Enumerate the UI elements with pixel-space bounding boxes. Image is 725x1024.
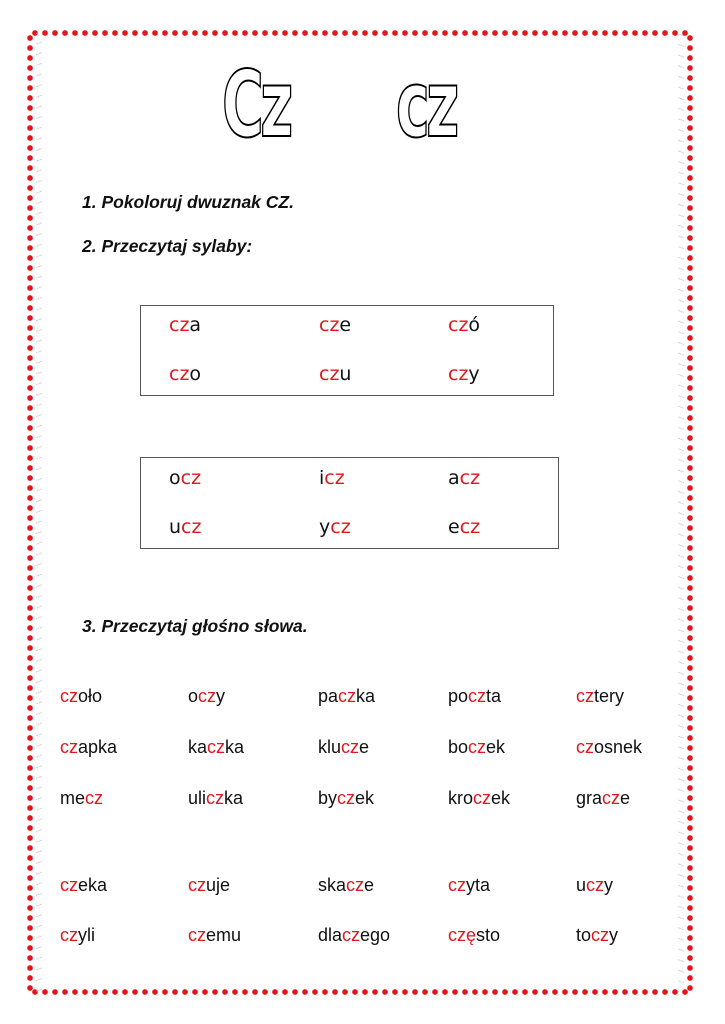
syllable-start	[169, 363, 201, 385]
word-digraph: cz	[188, 875, 206, 895]
word-item	[576, 875, 613, 896]
word-part: tery	[594, 686, 625, 706]
word-item	[188, 925, 241, 946]
word-part: ek	[355, 788, 375, 808]
word-part: y	[609, 925, 619, 945]
word-digraph: czę	[448, 925, 477, 945]
syllable-digraph: cz	[459, 516, 481, 538]
border-swirl-left	[36, 33, 42, 992]
word-part: ek	[486, 737, 506, 757]
word-part: e	[620, 788, 631, 808]
word-item	[448, 788, 510, 809]
word-part: uli	[188, 788, 207, 808]
syllable-start	[319, 314, 351, 336]
word-part: me	[60, 788, 86, 808]
task-1-heading: 1. Pokoloruj dwuznak CZ.	[82, 192, 294, 212]
word-digraph: cz	[188, 925, 206, 945]
word-item	[60, 788, 103, 809]
word-digraph: cz	[341, 737, 360, 757]
syllable-vowel: i	[319, 467, 325, 489]
word-part: ka	[224, 788, 244, 808]
syllable-digraph: cz	[180, 467, 202, 489]
word-item	[576, 788, 630, 809]
word-item	[60, 737, 117, 758]
syllable-vowel: a	[189, 314, 202, 336]
word-digraph: cz	[346, 875, 365, 895]
word-part: bo	[448, 737, 469, 757]
word-part: sto	[476, 925, 501, 945]
syllable-digraph: cz	[330, 516, 351, 538]
word-digraph: cz	[586, 875, 605, 895]
word-part: yli	[78, 925, 95, 945]
title-lowercase[interactable]: cz	[396, 51, 456, 158]
word-item	[188, 737, 244, 758]
title-uppercase[interactable]: Cz	[222, 51, 290, 158]
syllable-end	[169, 516, 201, 538]
word-item	[576, 925, 618, 946]
syllable-vowel: a	[448, 467, 460, 489]
word-digraph: cz	[591, 925, 610, 945]
syllable-end	[448, 516, 480, 538]
syllable-digraph: cz	[169, 363, 190, 385]
syllable-digraph: cz	[319, 314, 340, 336]
syllable-vowel: u	[169, 516, 182, 538]
word-part: gra	[576, 788, 603, 808]
word-part: oło	[78, 686, 103, 706]
word-part: e	[364, 875, 375, 895]
word-digraph: cz	[576, 737, 594, 757]
syllable-vowel: e	[339, 314, 352, 336]
word-digraph: cz	[60, 737, 78, 757]
syllable-digraph: cz	[448, 314, 469, 336]
word-item	[188, 875, 230, 896]
word-part: ego	[360, 925, 391, 945]
syllable-vowel: e	[448, 516, 460, 538]
word-item	[576, 686, 624, 707]
word-digraph: cz	[60, 925, 78, 945]
word-part: ka	[356, 686, 376, 706]
word-part: by	[318, 788, 338, 808]
word-part: e	[359, 737, 370, 757]
word-part: o	[188, 686, 199, 706]
border-swirl-right	[678, 33, 684, 992]
word-part: ta	[486, 686, 502, 706]
border-left	[26, 33, 34, 992]
syllable-start	[448, 363, 480, 385]
word-part: ka	[225, 737, 245, 757]
syllable-end	[319, 516, 351, 538]
word-part: ska	[318, 875, 347, 895]
word-part: uje	[206, 875, 231, 895]
task-2-heading: 2. Przeczytaj sylaby:	[82, 236, 253, 256]
word-item	[448, 925, 500, 946]
syllable-end	[169, 467, 201, 489]
word-part: y	[216, 686, 226, 706]
word-digraph: cz	[602, 788, 621, 808]
syllable-end	[319, 467, 345, 489]
word-item	[60, 875, 107, 896]
word-item	[448, 686, 501, 707]
syllable-vowel: o	[169, 467, 181, 489]
word-digraph: cz	[468, 737, 487, 757]
word-digraph: cz	[206, 788, 225, 808]
word-part: emu	[206, 925, 242, 945]
border-top	[30, 29, 690, 37]
syllable-end	[448, 467, 480, 489]
syllable-start	[319, 363, 351, 385]
word-part: yta	[466, 875, 491, 895]
border-bottom	[30, 988, 690, 996]
task-3-heading: 3. Przeczytaj głośno słowa.	[82, 616, 308, 636]
word-digraph: cz	[576, 686, 594, 706]
word-digraph: cz	[198, 686, 217, 706]
word-item	[188, 686, 225, 707]
word-part: dla	[318, 925, 343, 945]
word-digraph: cz	[473, 788, 492, 808]
syllable-digraph: cz	[169, 314, 190, 336]
syllable-start	[169, 314, 201, 336]
word-digraph: cz	[337, 788, 356, 808]
word-item	[188, 788, 243, 809]
word-part: ka	[188, 737, 208, 757]
word-part: ek	[491, 788, 511, 808]
word-item	[448, 875, 490, 896]
syllable-vowel: y	[468, 363, 480, 385]
syllable-digraph: cz	[448, 363, 469, 385]
word-digraph: cz	[60, 875, 78, 895]
word-part: klu	[318, 737, 342, 757]
word-digraph: cz	[60, 686, 78, 706]
word-digraph: cz	[338, 686, 357, 706]
word-digraph: cz	[207, 737, 226, 757]
word-part: to	[576, 925, 592, 945]
word-part: y	[604, 875, 614, 895]
word-item	[318, 875, 374, 896]
syllable-digraph: cz	[319, 363, 340, 385]
syllable-start	[448, 314, 480, 336]
word-part: pa	[318, 686, 339, 706]
word-item	[576, 737, 642, 758]
word-digraph: cz	[468, 686, 487, 706]
word-part: po	[448, 686, 469, 706]
word-part: u	[576, 875, 587, 895]
word-part: apka	[78, 737, 118, 757]
word-item	[318, 686, 375, 707]
word-digraph: cz	[448, 875, 466, 895]
syllable-digraph: cz	[181, 516, 202, 538]
word-part: osnek	[594, 737, 643, 757]
word-part: eka	[78, 875, 108, 895]
syllable-vowel: ó	[468, 314, 481, 336]
syllable-vowel: y	[319, 516, 331, 538]
border-right	[686, 33, 694, 992]
syllable-digraph: cz	[324, 467, 345, 489]
word-item	[318, 737, 369, 758]
word-digraph: cz	[342, 925, 361, 945]
syllable-vowel: o	[189, 363, 202, 385]
syllable-vowel: u	[339, 363, 352, 385]
word-item	[448, 737, 505, 758]
word-item	[60, 686, 102, 707]
word-item	[318, 925, 390, 946]
syllable-digraph: cz	[459, 467, 481, 489]
word-item	[60, 925, 95, 946]
word-digraph: cz	[85, 788, 104, 808]
word-part: kro	[448, 788, 474, 808]
word-item	[318, 788, 374, 809]
